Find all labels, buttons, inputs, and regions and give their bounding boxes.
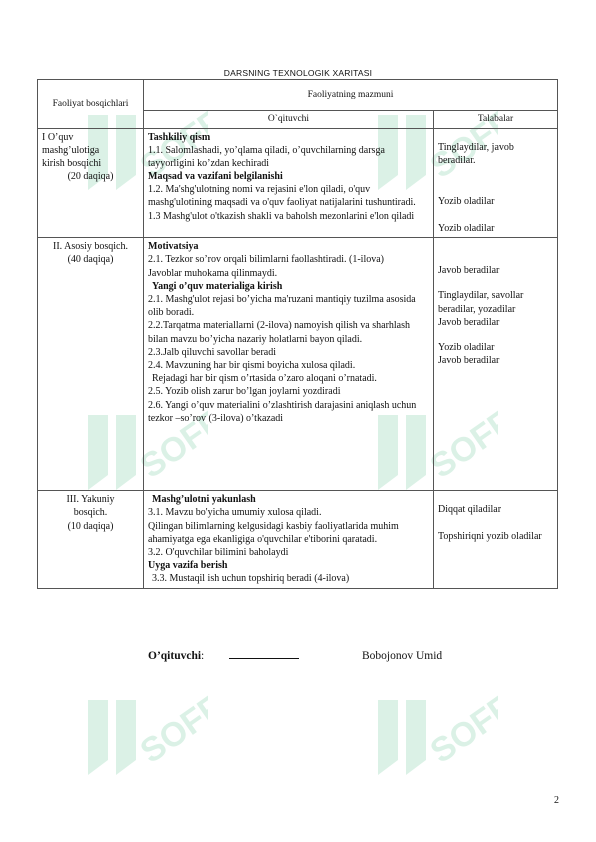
- section-heading: Mashg’ulotni yakunlash: [152, 494, 256, 506]
- table-row: [38, 238, 558, 491]
- teacher-text: 1.2. Ma'shg'ulotning nomi va rejasini e'lon qiladi, o'quv mashg'ulotining maqsadi va o'quv faoliyat natijalarini tushuntiradi.: [148, 184, 416, 209]
- student-text: Topshiriqni yozib oladilar: [438, 531, 542, 543]
- teacher-text: 3.2. O'quvchilar bilimini baholaydi: [148, 547, 289, 559]
- teacher-text: 2.1. Tezkor so’rov orqali bilimlarni faollashtiradi. (1-ilova): [148, 254, 384, 266]
- svg-text:SOFF: SOFF: [133, 102, 208, 186]
- page-number: 2: [554, 795, 559, 806]
- signature-block: [148, 650, 443, 662]
- svg-text:SOFF: SOFF: [133, 402, 208, 486]
- teacher-cell: [144, 128, 434, 238]
- teacher-text: 2.1. Mashg'ulot rejasi bo’yicha ma'ruzani mantiqiy tuzilma asosida olib boradi.: [148, 294, 416, 319]
- teacher-text: 1.1. Salomlashadi, yo’qlama qiladi, o’quvchilarning darsga tayyorligini ko’zdan kechiradi: [148, 144, 385, 169]
- student-text: Tinglaydilar, savollar beradilar, yozadilar: [438, 290, 524, 315]
- svg-text:SOFF: SOFF: [133, 687, 208, 771]
- stage-line: mashg’ulotiga: [42, 144, 100, 156]
- teacher-cell: [144, 238, 434, 491]
- students-cell: [434, 128, 558, 238]
- stage-line: II. Asosiy bosqich.: [53, 241, 128, 253]
- teacher-text: 2.6. Yangi o’quv materialini o’zlashtirish darajasini aniqlash uchun tezkor –so’rov (3-ilova) o’tkazadi: [148, 399, 417, 424]
- signature-line: [229, 658, 299, 659]
- student-text: Yozib oladilar: [438, 342, 495, 354]
- student-text: Javob beradilar: [438, 265, 500, 277]
- teacher-text: Rejadagi har bir qism o’rtasida o’zaro aloqani o’rnatadi.: [152, 373, 377, 385]
- stage-line: kirish bosqichi: [42, 157, 102, 169]
- students-cell: [434, 491, 558, 588]
- header-stage: Faoliyat bosqichlari: [38, 80, 144, 129]
- teacher-text: Javoblar muhokama qilinmaydi.: [148, 267, 278, 279]
- section-heading: Uyga vazifa berish: [148, 560, 228, 572]
- signature-label: O’qituvchi: [148, 650, 202, 662]
- table-row: [38, 491, 558, 588]
- teacher-text: 3.3. Mustaqil ish uchun topshiriq beradi (4-ilova): [152, 573, 350, 585]
- svg-text:SOFF: SOFF: [423, 402, 498, 486]
- document-title: DARSNING TEXNOLOGIK XARITASI: [223, 68, 373, 78]
- student-text: Yozib oladilar: [438, 223, 495, 235]
- student-text: Diqqat qiladilar: [438, 504, 502, 516]
- teacher-text: 2.2.Tarqatma materiallarni (2-ilova) namoyish qilish va sharhlash bilan mavzu bo’yicha nazariy holatlarni bayon qiladi.: [148, 320, 411, 345]
- teacher-text: 2.3.Jalb qiluvchi savollar beradi: [148, 346, 277, 358]
- watermark-logo: [78, 680, 208, 790]
- student-text: Javob beradilar: [438, 355, 500, 367]
- stage-line: bosqich.: [73, 507, 108, 519]
- header-teacher: O`qituvchi: [144, 111, 434, 129]
- teacher-cell: [144, 491, 434, 588]
- table-row: [38, 128, 558, 238]
- teacher-text: 2.5. Yozib olish zarur bo’lgan joylarni yozdiradi: [148, 386, 341, 398]
- section-heading: Maqsad va vazifani belgilanishi: [148, 171, 283, 183]
- stage-line: (20 daqiqa): [67, 171, 114, 183]
- teacher-name: Bobojonov Umid: [362, 650, 443, 662]
- stage-cell: [38, 128, 144, 238]
- signature-separator: :: [201, 650, 205, 662]
- stage-line: III. Yakuniy: [66, 494, 115, 506]
- stage-line: I O’quv: [42, 131, 74, 143]
- watermark-logo: [368, 680, 498, 790]
- teacher-text: 1.3 Mashg'ulot o'tkazish shakli va baholsh mezonlarini e'lon qiladi: [148, 210, 415, 222]
- student-text: Javob beradilar: [438, 316, 500, 328]
- section-heading: Motivatsiya: [148, 241, 199, 253]
- section-heading: Yangi o’quv materialiga kirish: [152, 280, 283, 292]
- stage-line: (10 daqiqa): [67, 520, 114, 532]
- students-cell: [434, 238, 558, 491]
- svg-text:SOFF: SOFF: [423, 687, 498, 771]
- teacher-text: 2.4. Mavzuning har bir qismi boyicha xulosa qiladi.: [148, 359, 356, 371]
- header-students: Talabalar: [434, 111, 558, 129]
- lesson-technology-table: [37, 79, 558, 589]
- stage-cell: [38, 238, 144, 491]
- stage-line: (40 daqiqa): [67, 254, 114, 266]
- header-content: Faoliyatning mazmuni: [144, 80, 558, 111]
- student-text: Yozib oladilar: [438, 195, 495, 207]
- teacher-text: 3.1. Mavzu bo'yicha umumiy xulosa qiladi.: [148, 507, 322, 519]
- svg-text:SOFF: SOFF: [423, 102, 498, 186]
- student-text: Tinglaydilar, javob beradilar.: [438, 141, 514, 166]
- section-heading: Tashkiliy qism: [148, 131, 211, 143]
- teacher-text: Qilingan bilimlarning kelgusidagi kasbiy faoliyatlarida muhim ahamiyatga ega ekanligiga o'quvchilar e'tiborini qaratadi.: [148, 520, 399, 545]
- stage-cell: [38, 491, 144, 588]
